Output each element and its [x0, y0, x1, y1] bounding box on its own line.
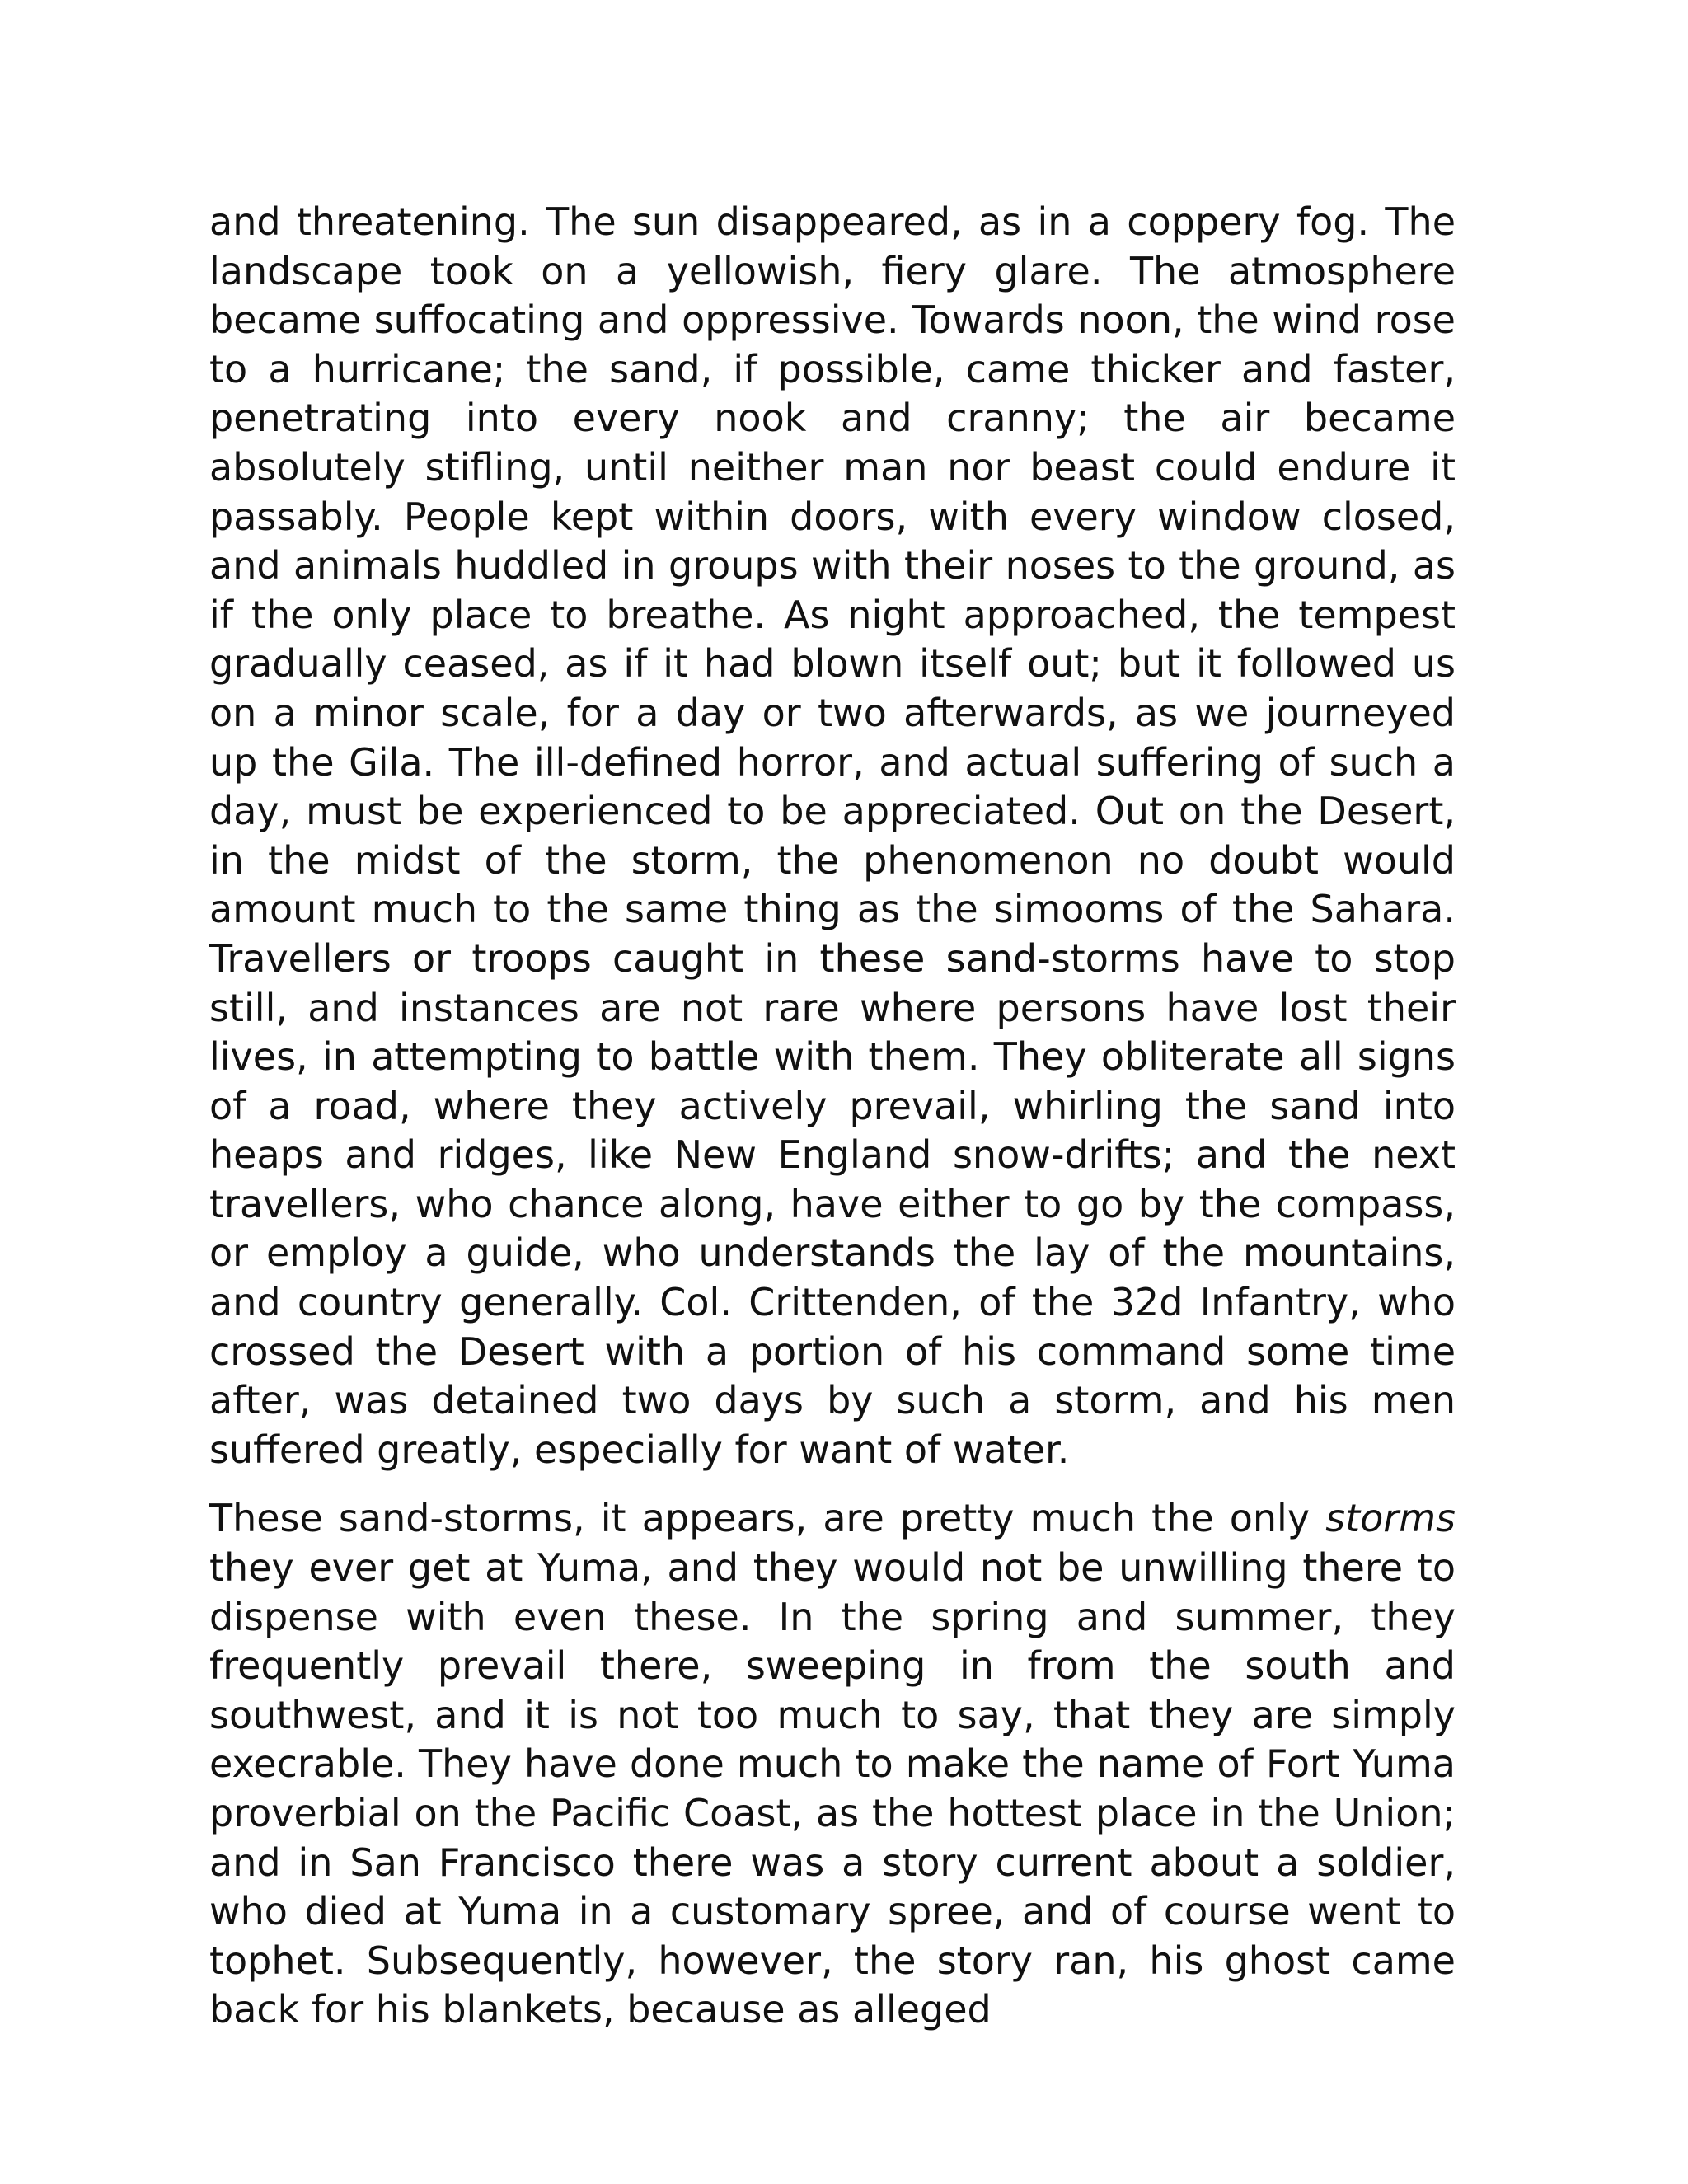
paragraph-text: These sand-storms, it appears, are pretty much the only [209, 1496, 1326, 1541]
paragraph-yuma-storms [209, 1494, 1456, 2035]
paragraph-sand-storm [209, 198, 1456, 1474]
paragraph-text: and threatening. The sun disappeared, as in a coppery fog. The landscape took on a yellowish, fiery glare. The atmosphere became suffocating and oppressive. Towards noon, the wind rose to a hurricane; the sand, if possible, came thicker and faster, penetrating into every nook and cranny; the air became absolutely stifling, until neither man nor beast could endure it passably. People kept within doors, with every window closed, and animals huddled in groups with their noses to the ground, as if the only place to breathe. As night approached, the tempest gradually ceased, as if it had blown itself out; but it followed us on a minor scale, for a day or two afterwards, as we journeyed up the Gila. The ill-defined horror, and actual suffering of such a day, must be experienced to be appreciated. Out on the Desert, in the midst of the storm, the phenomenon no doubt would amount much to the same thing as the simooms of the Sahara. Travellers or troops caught in these sand-storms have to stop still, and instances are not rare where persons have lost their lives, in attempting to battle with them. They obliterate all signs of a road, where they actively prevail, whirling the sand into heaps and ridges, like New England snow-drifts; and the next travellers, who chance along, have either to go by the compass, or employ a guide, who understands the lay of the mountains, and country generally. Col. Crittenden, of the 32d Infantry, who crossed the Desert with a portion of his command some time after, was detained two days by such a storm, and his men suffered greatly, especially for want of water. [209, 199, 1456, 1472]
emphasized-word: storms [1325, 1496, 1456, 1541]
paragraph-text: they ever get at Yuma, and they would not be unwilling there to dispense with even these. In the spring and summer, they frequently prevail there, sweeping in from the south and southwest, and it is not too much to say, that they are simply execrable. They have done much to make the name of Fort Yuma proverbial on the Pacific Coast, as the hottest place in the Union; and in San Francisco there was a story current about a soldier, who died at Yuma in a customary spree, and of course went to tophet. Subsequently, however, the story ran, his ghost came back for his blankets, because as alleged [209, 1545, 1456, 2032]
page-body [209, 198, 1456, 2035]
